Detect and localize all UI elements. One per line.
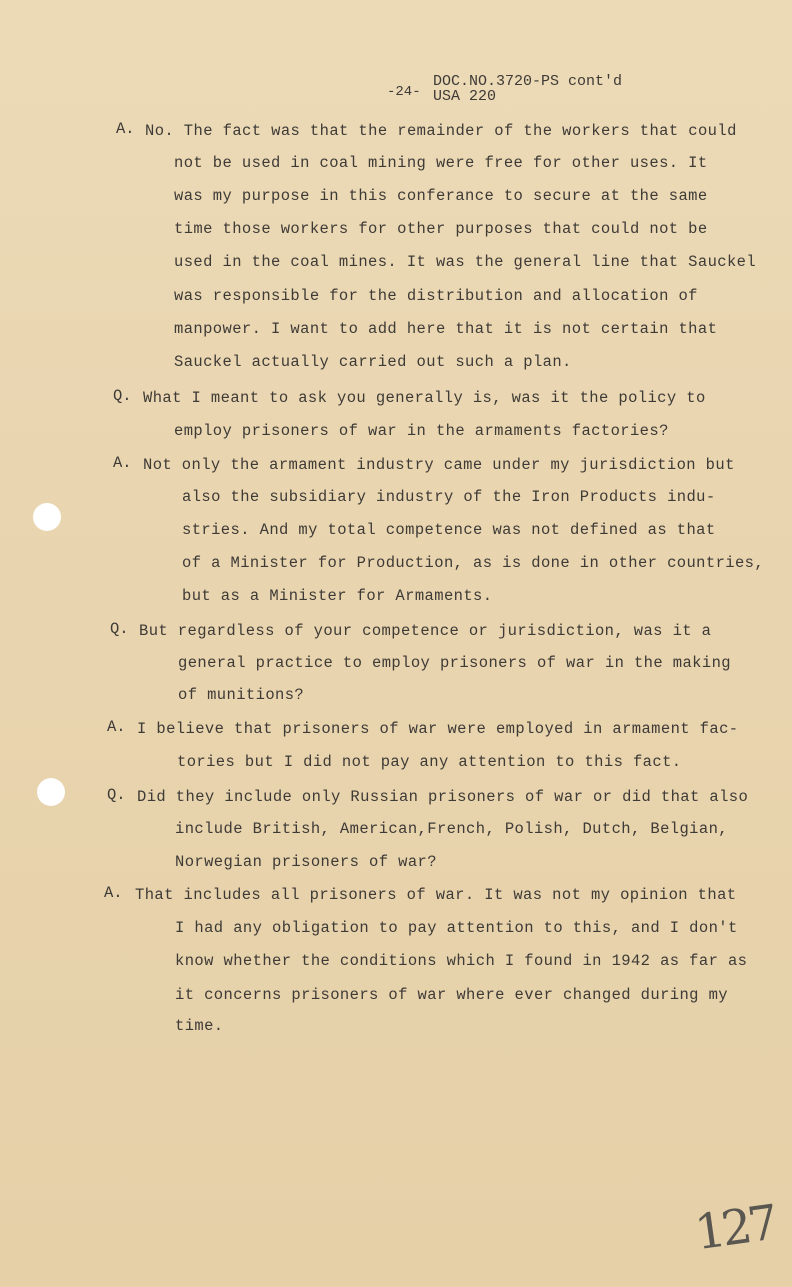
doc-number: DOC.NO.3720-PS cont'd	[433, 73, 623, 90]
text-line: No. The fact was that the remainder of the workers that could	[145, 122, 737, 140]
text-line: employ prisoners of war in the armaments factories?	[174, 422, 669, 440]
text-line: was responsible for the distribution and allocation of	[174, 287, 698, 305]
text-line: of a Minister for Production, as is done in other countries,	[182, 554, 765, 572]
text-line: But regardless of your competence or jurisdiction, was it a	[139, 622, 712, 640]
text-line: I believe that prisoners of war were employed in armament fac-	[137, 720, 739, 738]
text-line: not be used in coal mining were free for other uses. It	[174, 154, 708, 172]
question-marker: Q.	[110, 620, 129, 638]
handwritten-page-number: 127	[691, 1194, 779, 1262]
text-line: it concerns prisoners of war where ever changed during my	[175, 986, 728, 1004]
text-line: general practice to employ prisoners of war in the making	[178, 654, 731, 672]
text-line: also the subsidiary industry of the Iron Products indu-	[182, 488, 716, 506]
text-line: Norwegian prisoners of war?	[175, 853, 437, 871]
text-line: was my purpose in this conferance to secure at the same	[174, 187, 708, 205]
text-line: time.	[175, 1017, 224, 1035]
question-marker: Q.	[113, 387, 132, 405]
answer-marker: A.	[113, 454, 132, 472]
text-line: Did they include only Russian prisoners of war or did that also	[137, 788, 749, 806]
text-line: Sauckel actually carried out such a plan.	[174, 353, 572, 371]
punch-hole-top	[33, 503, 61, 531]
text-line: I had any obligation to pay attention to this, and I don't	[175, 919, 738, 937]
exhibit-number: USA 220	[433, 88, 497, 105]
text-line: Not only the armament industry came under my jurisdiction but	[143, 456, 735, 474]
document-reference	[433, 74, 622, 104]
text-line: stries. And my total competence was not defined as that	[182, 521, 716, 539]
text-line: tories but I did not pay any attention to this fact.	[177, 753, 682, 771]
text-line: manpower. I want to add here that it is not certain that	[174, 320, 718, 338]
answer-marker: A.	[116, 120, 135, 138]
text-line: What I meant to ask you generally is, was it the policy to	[143, 389, 706, 407]
text-line: of munitions?	[178, 686, 305, 704]
text-line: know whether the conditions which I found in 1942 as far as	[175, 952, 748, 970]
question-marker: Q.	[107, 786, 126, 804]
punch-hole-bottom	[37, 778, 65, 806]
text-line: time those workers for other purposes that could not be	[174, 220, 708, 238]
page-number: -24-	[387, 84, 421, 100]
text-line: include British, American,French, Polish, Dutch, Belgian,	[175, 820, 728, 838]
answer-marker: A.	[104, 884, 123, 902]
text-line: but as a Minister for Armaments.	[182, 587, 493, 605]
text-line: used in the coal mines. It was the general line that Sauckel	[174, 253, 757, 271]
answer-marker: A.	[107, 718, 126, 736]
text-line: That includes all prisoners of war. It was not my opinion that	[135, 886, 737, 904]
